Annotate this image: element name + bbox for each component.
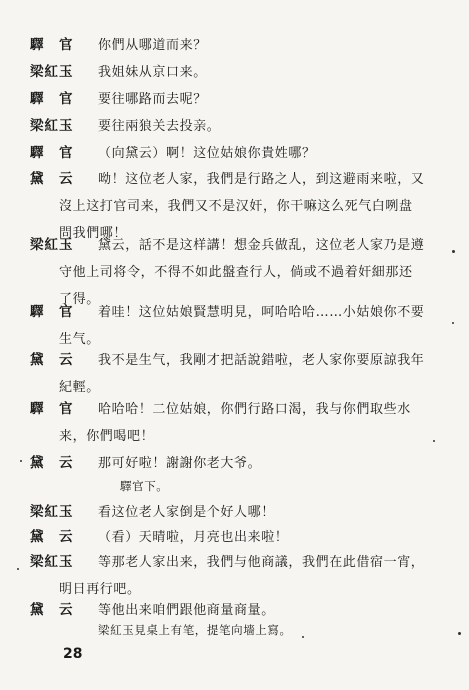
dialogue-line: 呦！这位老人家，我們是行路之人，到这避雨来啦，又 bbox=[98, 172, 425, 187]
dialogue-line: 你們从哪道而来？ bbox=[98, 38, 207, 53]
scan-speck bbox=[20, 460, 22, 462]
scan-speck bbox=[452, 322, 454, 324]
scan-speck bbox=[302, 636, 304, 638]
dialogue-line: 哈哈哈！二位姑娘，你們行路口渴，我与你們取些水 bbox=[98, 402, 411, 417]
speaker-name: 梁紅玉 bbox=[30, 554, 74, 570]
dialogue-line: 来，你們喝吧！ bbox=[59, 429, 155, 444]
dialogue-line: 紀輕。 bbox=[59, 380, 100, 395]
speaker-name: 黛 云 bbox=[30, 352, 74, 368]
dialogue-line: 守他上司将令，不得不如此盤查行人，倘或不過着奸細那还 bbox=[59, 265, 413, 280]
dialogue-line: 等他出来咱們跟他商量商量。 bbox=[98, 603, 275, 618]
speaker-name: 黛 云 bbox=[30, 455, 74, 471]
dialogue-line: 看这位老人家倒是个好人哪！ bbox=[98, 505, 275, 520]
speaker-name: 梁紅玉 bbox=[30, 504, 74, 520]
dialogue-line: 那可好啦！謝謝你老大爷。 bbox=[98, 456, 262, 471]
speaker-name: 梁紅玉 bbox=[30, 118, 74, 134]
dialogue-line: 黛云，話不是这样講！想金兵做乱，这位老人家乃是遵 bbox=[98, 238, 425, 253]
speaker-name: 黛 云 bbox=[30, 602, 74, 618]
stage-direction: 驛官下。 bbox=[120, 479, 169, 493]
dialogue-line: 等那老人家出来，我們与他商議，我們在此借宿一宵， bbox=[98, 555, 425, 570]
dialogue-line: （看）天晴啦，月亮也出来啦！ bbox=[98, 530, 289, 545]
speaker-name: 梁紅玉 bbox=[30, 64, 74, 80]
dialogue-line: 明日再行吧。 bbox=[59, 582, 141, 597]
scan-speck bbox=[458, 632, 461, 635]
scan-speck bbox=[17, 568, 19, 570]
dialogue-line: 我姐妹从京口来。 bbox=[98, 65, 207, 80]
dialogue-line: 了得。 bbox=[59, 292, 100, 307]
dialogue-line: 要往哪路而去呢？ bbox=[98, 92, 207, 107]
dialogue-line: （向黛云）啊！这位姑娘你貴姓哪？ bbox=[98, 146, 316, 161]
page-number: 28 bbox=[63, 646, 83, 662]
speaker-name: 驛 官 bbox=[30, 91, 74, 107]
speaker-name: 驛 官 bbox=[30, 145, 74, 161]
dialogue-line: 沒上这打官司来，我們又不是汉奸，你干嘛这么死气白咧盘 bbox=[59, 199, 413, 214]
dialogue-line: 問我們哪！ bbox=[59, 226, 128, 241]
speaker-name: 驛 官 bbox=[30, 304, 74, 320]
dialogue-line: 要往兩狼关去投亲。 bbox=[98, 119, 221, 134]
speaker-name: 驛 官 bbox=[30, 37, 74, 53]
dialogue-line: 着哇！这位姑娘賢慧明見，呵哈哈哈……小姑娘你不要 bbox=[98, 305, 425, 320]
speaker-name: 梁紅玉 bbox=[30, 237, 74, 253]
dialogue-line: 生气。 bbox=[59, 332, 100, 347]
scan-speck bbox=[452, 250, 455, 253]
dialogue-line: 我不是生气，我剛才把話說錯啦，老人家你要原諒我年 bbox=[98, 353, 425, 368]
speaker-name: 驛 官 bbox=[30, 401, 74, 417]
stage-direction: 梁紅玉見桌上有笔，提笔向墻上寫。 bbox=[98, 623, 292, 637]
speaker-name: 黛 云 bbox=[30, 171, 74, 187]
speaker-name: 黛 云 bbox=[30, 529, 74, 545]
scan-speck bbox=[433, 440, 435, 442]
